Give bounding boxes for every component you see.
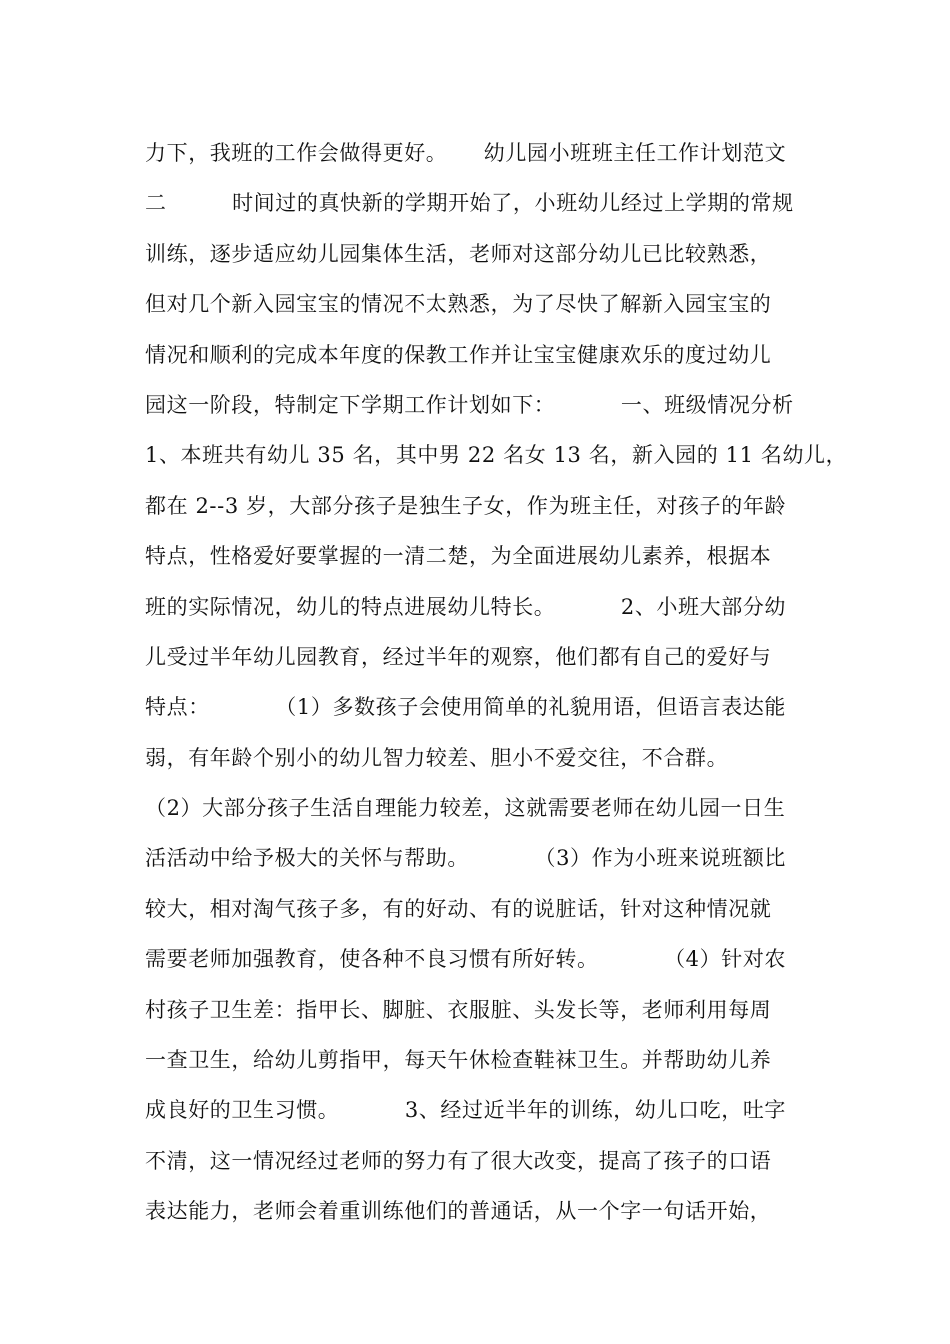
text-line: 都在 2--3 岁，大部分孩子是独生子女，作为班主任，对孩子的年龄 [145, 493, 787, 518]
text-line: 园这一阶段，特制定下学期工作计划如下： 一、班级情况分析 [145, 392, 794, 417]
text-line: （2）大部分孩子生活自理能力较差，这就需要老师在幼儿园一日生 [145, 796, 786, 821]
text-line: 儿受过半年幼儿园教育，经过半年的观察，他们都有自己的爱好与 [145, 644, 772, 669]
text-line: 不清，这一情况经过老师的努力有了很大改变，提高了孩子的口语 [145, 1148, 772, 1173]
text-line: 班的实际情况，幼儿的特点进展幼儿特长。 2、小班大部分幼 [145, 594, 787, 619]
text-line: 村孩子卫生差：指甲长、脚脏、衣服脏、头发长等，老师利用每周 [145, 997, 772, 1022]
text-line: 力下，我班的工作会做得更好。 幼儿园小班班主任工作计划范文 [145, 141, 787, 165]
text-line: 成良好的卫生习惯。 3、经过近半年的训练，幼儿口吃，吐字 [145, 1098, 787, 1123]
text-line: 需要老师加强教育，使各种不良习惯有所好转。 （4）针对农 [145, 947, 787, 972]
text-line: 二 时间过的真快新的学期开始了，小班幼儿经过上学期的常规 [145, 191, 794, 216]
text-line: 情况和顺利的完成本年度的保教工作并让宝宝健康欢乐的度过幼儿 [145, 342, 772, 367]
text-line: 一查卫生，给幼儿剪指甲，每天午休检查鞋袜卫生。并帮助幼儿养 [145, 1048, 772, 1073]
text-line: 特点： （1）多数孩子会使用简单的礼貌用语，但语言表达能 [145, 695, 787, 720]
text-line: 训练，逐步适应幼儿园集体生活，老师对这部分幼儿已比较熟悉， [145, 241, 772, 266]
text-line: 1、本班共有幼儿 35 名，其中男 22 名女 13 名，新入园的 11 名幼儿， [145, 443, 848, 468]
text-line: 特点，性格爱好要掌握的一清二楚，为全面进展幼儿素养，根据本 [145, 544, 772, 569]
text-line: 较大，相对淘气孩子多，有的好动、有的说脏话，针对这种情况就 [145, 896, 772, 921]
text-line: 但对几个新入园宝宝的情况不太熟悉，为了尽快了解新入园宝宝的 [145, 292, 772, 317]
body-text [145, 131, 848, 1240]
text-line: 表达能力，老师会着重训练他们的普通话，从一个字一句话开始， [145, 1199, 772, 1224]
text-line: 弱，有年龄个别小的幼儿智力较差、胆小不爱交往，不合群。 [145, 745, 729, 770]
text-line: 活活动中给予极大的关怀与帮助。 （3）作为小班来说班额比 [145, 846, 787, 871]
